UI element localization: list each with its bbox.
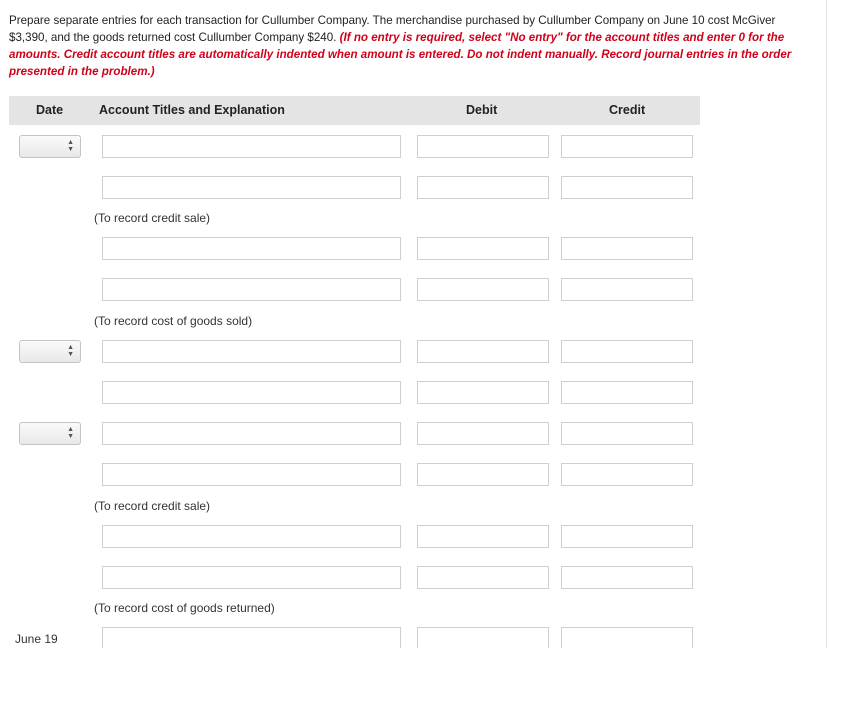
- debit-input[interactable]: [417, 381, 549, 404]
- account-title-input[interactable]: [102, 627, 401, 648]
- credit-input[interactable]: [561, 135, 693, 158]
- account-title-input[interactable]: [102, 176, 401, 199]
- account-title-input[interactable]: [102, 463, 401, 486]
- explanation-note: (To record credit sale): [94, 211, 211, 225]
- header-date: Date: [36, 103, 64, 117]
- account-title-input[interactable]: [102, 237, 401, 260]
- instructions-text: Prepare separate entries for each transaction for Cullumber Company. The merchandise purchased by Cullumber Company on June 10 cost McGiver $3,390, and the goods returned cost Cullumber Company $240.: [9, 14, 776, 44]
- credit-input[interactable]: [561, 422, 693, 445]
- debit-input[interactable]: [417, 237, 549, 260]
- instructions: [9, 12, 809, 80]
- explanation-note: (To record cost of goods sold): [94, 314, 253, 328]
- instructions-red-text: (If no entry is required, select "No entry" for the account titles and enter 0 for the amounts. Credit account titles are automatically indented when amount is entered. Do not indent manually. Record journal entries in the order presented in the problem.): [9, 31, 792, 78]
- debit-input[interactable]: [417, 525, 549, 548]
- explanation-note: (To record cost of goods returned): [94, 601, 275, 615]
- debit-input[interactable]: [417, 340, 549, 363]
- account-title-input[interactable]: [102, 381, 401, 404]
- date-select[interactable]: [19, 135, 81, 158]
- header-credit: Credit: [609, 103, 646, 117]
- date-label: June 19: [15, 632, 58, 646]
- account-title-input[interactable]: [102, 135, 401, 158]
- up-down-arrows-icon: ▲ ▼: [67, 139, 74, 153]
- debit-input[interactable]: [417, 176, 549, 199]
- debit-input[interactable]: [417, 463, 549, 486]
- debit-input[interactable]: [417, 135, 549, 158]
- debit-input[interactable]: [417, 422, 549, 445]
- credit-input[interactable]: [561, 463, 693, 486]
- date-select[interactable]: [19, 422, 81, 445]
- up-down-arrows-icon: ▲ ▼: [67, 344, 74, 358]
- credit-input[interactable]: [561, 381, 693, 404]
- credit-input[interactable]: [561, 278, 693, 301]
- debit-input[interactable]: [417, 627, 549, 648]
- credit-input[interactable]: [561, 525, 693, 548]
- explanation-note: (To record credit sale): [94, 499, 211, 513]
- account-title-input[interactable]: [102, 566, 401, 589]
- account-title-input[interactable]: [102, 340, 401, 363]
- credit-input[interactable]: [561, 627, 693, 648]
- right-border: [826, 0, 827, 648]
- debit-input[interactable]: [417, 566, 549, 589]
- credit-input[interactable]: [561, 237, 693, 260]
- account-title-input[interactable]: [102, 525, 401, 548]
- date-select[interactable]: [19, 340, 81, 363]
- credit-input[interactable]: [561, 566, 693, 589]
- credit-input[interactable]: [561, 340, 693, 363]
- debit-input[interactable]: [417, 278, 549, 301]
- header-account-titles: Account Titles and Explanation: [99, 103, 285, 117]
- credit-input[interactable]: [561, 176, 693, 199]
- header-debit: Debit: [466, 103, 498, 117]
- account-title-input[interactable]: [102, 278, 401, 301]
- up-down-arrows-icon: ▲ ▼: [67, 426, 74, 440]
- table-header: [9, 96, 700, 125]
- account-title-input[interactable]: [102, 422, 401, 445]
